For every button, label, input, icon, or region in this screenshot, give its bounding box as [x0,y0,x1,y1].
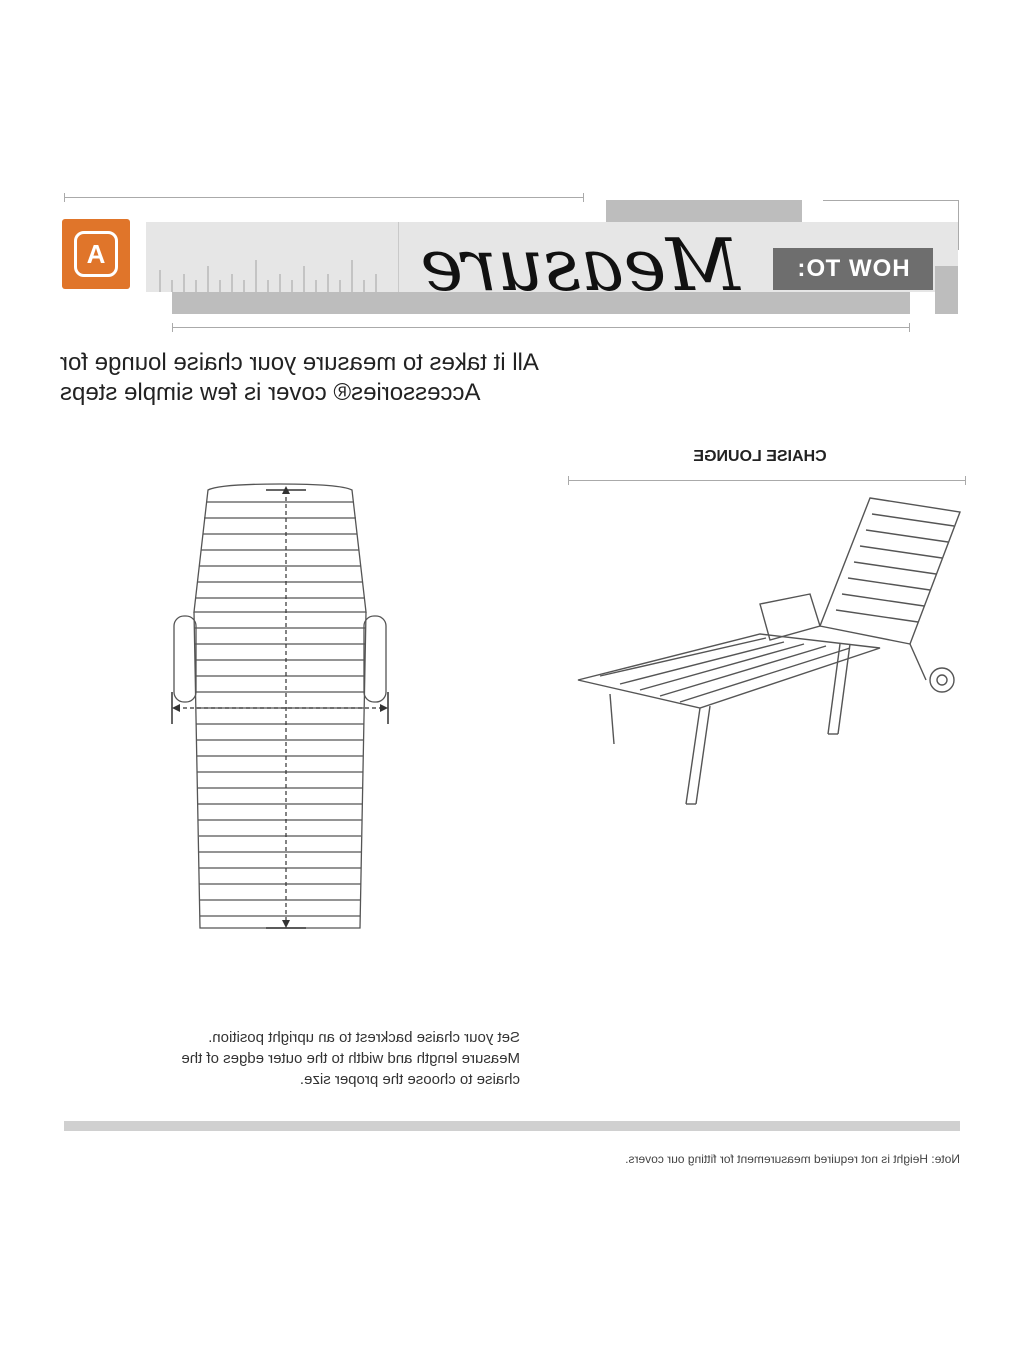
instructions-line-1: Set your chaise backrest to an upright position. [208,1029,520,1046]
instructions-line-2: Measure length and width to the outer edges of the [181,1050,520,1067]
ruler-ticks [150,230,400,292]
side-view-diagram [570,494,970,814]
side-view-rule [568,480,966,481]
side-rule-end-right [965,476,966,485]
intro-text [60,348,625,412]
side-rule-end-left [568,476,569,485]
header-rule-line [172,327,910,328]
header-side-block [935,266,958,314]
footer-divider [64,1121,960,1131]
intro-line-2: Accessories® cover is few simple steps [60,379,481,406]
intro-line-1: All it takes to measure your chaise lounge for [60,349,539,376]
top-rule-line [64,197,584,198]
rule-end-right [583,193,584,202]
measure-title: Measure [420,223,740,307]
side-view-title: CHAISE LOUNGE [693,448,827,465]
right-rule-line [823,200,958,201]
brand-logo [62,219,130,289]
header-rule-end-left [172,323,173,332]
rule-end-left [64,193,65,202]
howto-label-box [773,248,933,290]
right-rule-vertical [958,200,959,250]
howto-label: HOW TO: [796,255,910,282]
header-rule-end-right [909,323,910,332]
instructions-text [95,1027,520,1090]
footer-note: Note: Height is not required measurement for fitting our covers. [625,1152,960,1166]
logo-glyph: A [74,231,118,277]
instructions-line-3: chaise to choose the proper size. [299,1071,520,1088]
top-view-diagram [160,480,400,940]
